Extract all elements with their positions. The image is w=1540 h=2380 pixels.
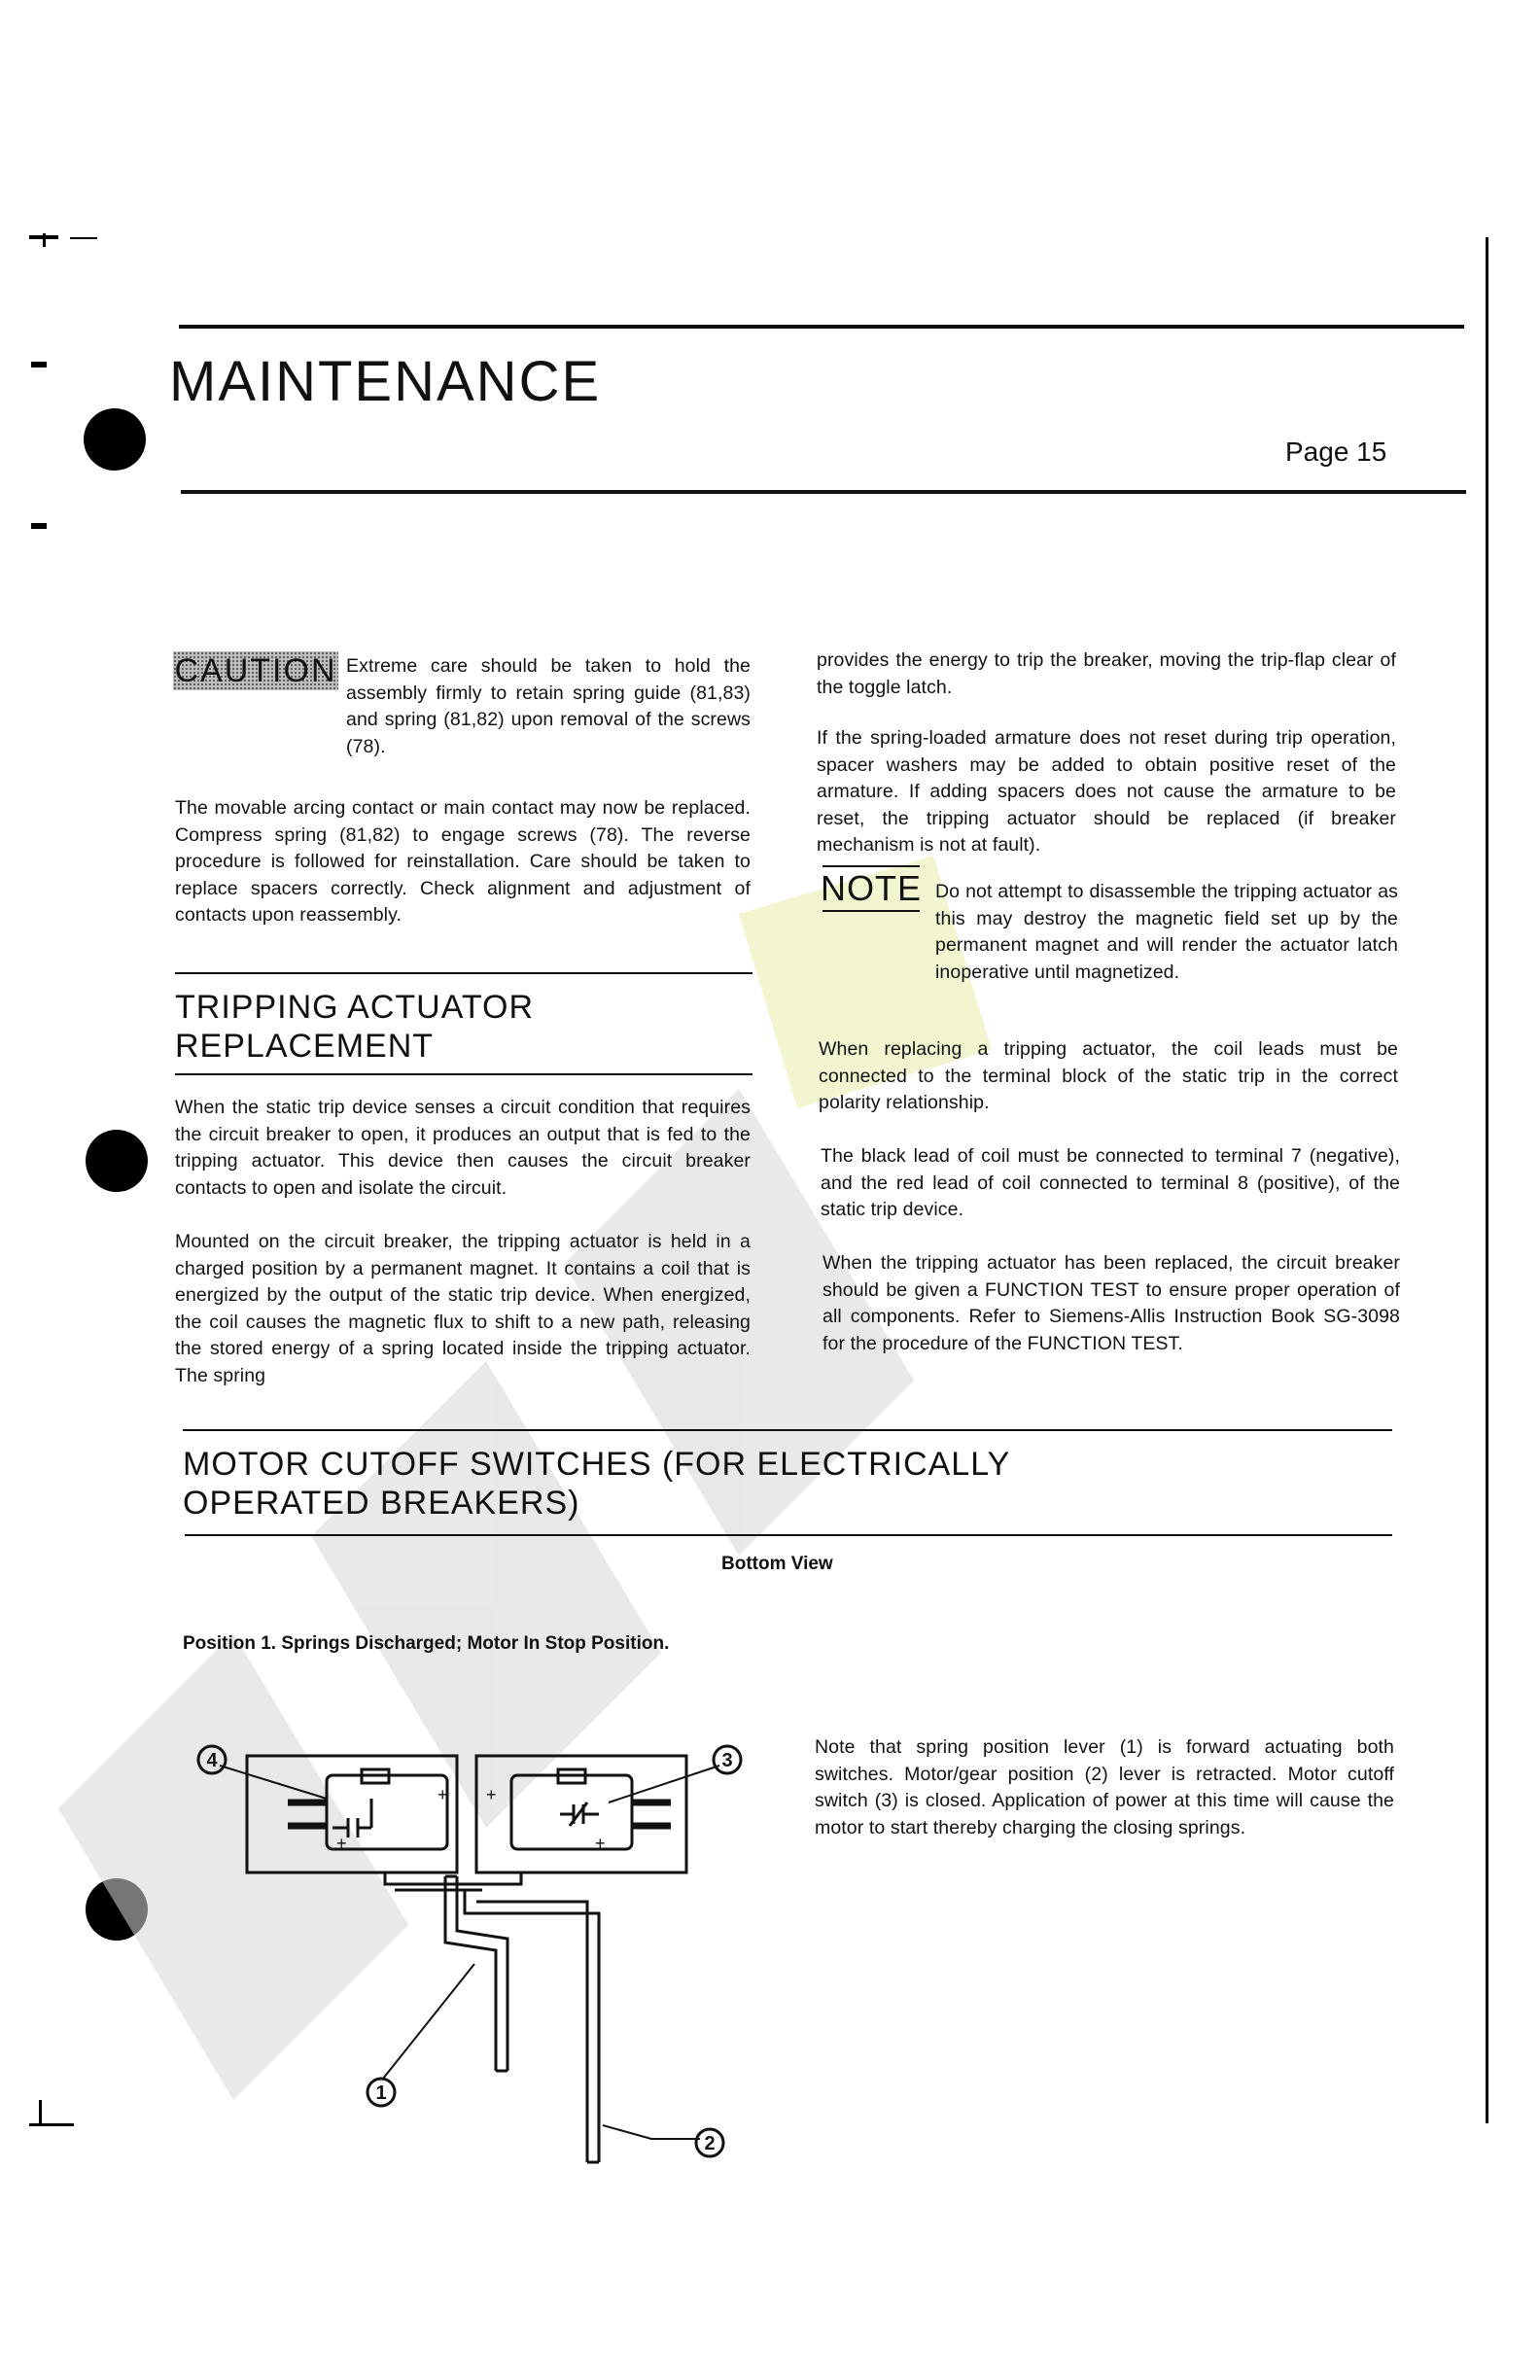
callout-1: 1: [375, 2082, 387, 2104]
position-label: Position 1. Springs Discharged; Motor In Stop Position.: [183, 1633, 670, 1654]
svg-text:+: +: [595, 1834, 606, 1853]
margin-mark: [39, 2100, 42, 2125]
header-bottom-rule: [181, 490, 1466, 494]
section-rule-tripping-bottom: [175, 1073, 752, 1075]
page-number: Page 15: [1285, 437, 1387, 467]
section-rule-tripping-top: [175, 972, 752, 974]
paragraph-static-trip: When the static trip device senses a circuit condition that requires the circuit breaker to open, it produces an output that is fed to the tripping actuator. This device then causes the circuit breaker contacts to open and isolate the circuit.: [175, 1097, 751, 1199]
cutoff-switch-left: [247, 1756, 457, 1872]
caution-text: Extreme care should be taken to hold the assembly firmly to retain spring guide (81,83) and spring (81,82) upon removal of the screws (78).: [346, 655, 751, 757]
tripping-heading-line2: REPLACEMENT: [175, 1028, 435, 1065]
tripping-heading-line1: TRIPPING ACTUATOR: [175, 989, 535, 1026]
section-title: MAINTENANCE: [169, 350, 602, 413]
paragraph-armature-reset: If the spring-loaded armature does not reset during trip operation, spacer washers may be added to obtain positive reset of the armature. If adding spacers does not cause the armature to be reset, the tripping actuator should be replaced (if breaker mechanism is not at fault).: [817, 727, 1396, 856]
note-top-rule: [822, 865, 920, 867]
svg-text:+: +: [486, 1785, 497, 1804]
binder-hole: [84, 408, 146, 471]
margin-mark: [31, 523, 47, 529]
paragraph-function-test: When the tripping actuator has been replaced, the circuit breaker should be given a FUNCTION TEST to ensure proper operation of all components. Refer to Siemens-Allis Instruction Book SG-3098 for the procedure of the FUNCTION TEST.: [822, 1252, 1400, 1354]
paragraph-arcing-contact: The movable arcing contact or main contact may now be replaced. Compress spring (81,82) to engage screws (78). The reverse procedure is followed for reinstallation. Care should be taken to replace spacers correctly. Check alignment and adjustment of contacts upon reassembly.: [175, 797, 751, 926]
callout-4: 4: [206, 1750, 218, 1771]
note-bottom-rule: [822, 910, 920, 912]
motor-section-bottom-rule: [185, 1534, 1392, 1536]
svg-text:+: +: [438, 1785, 448, 1804]
motor-heading-line1: MOTOR CUTOFF SWITCHES (FOR ELECTRICALLY: [183, 1446, 1011, 1483]
motor-section-top-rule: [183, 1429, 1392, 1431]
margin-mark: [43, 233, 46, 247]
note-text: Do not attempt to disassemble the tripping actuator as this may destroy the magnetic field set up by the permanent magnet and will render the actuator latch inoperative until magnetized.: [935, 881, 1398, 983]
bottom-view-label: Bottom View: [721, 1554, 833, 1574]
paragraph-lead-polarity: The black lead of coil must be connected to terminal 7 (negative), and the red lead of coil connected to terminal 8 (positive), of the static trip device.: [821, 1145, 1400, 1220]
svg-text:+: +: [336, 1834, 347, 1853]
header-top-rule: [179, 325, 1464, 329]
caution-badge: [173, 651, 338, 690]
motor-description: Note that spring position lever (1) is forward actuating both switches. Motor/gear position (2) lever is retracted. Motor cutoff switch (3) is closed. Application of power at this time will cause the motor to start thereby charging the closing springs.: [815, 1736, 1394, 1838]
paragraph-mounted-actuator: Mounted on the circuit breaker, the tripping actuator is held in a charged position by a permanent magnet. It contains a coil that is energized by the output of the static trip device. When energized, the coil causes the magnetic flux to shift to a new path, releasing the stored energy of a spring located inside the tripping actuator. The spring: [175, 1231, 751, 1386]
motor-switch-diagram: [191, 1731, 745, 2275]
margin-mark: [31, 362, 47, 368]
right-edge-line: [1486, 237, 1488, 2123]
note-label: NOTE: [821, 868, 923, 908]
paragraph-coil-leads: When replacing a tripping actuator, the coil leads must be connected to the terminal block of the static trip in the correct polarity relationship.: [819, 1038, 1398, 1113]
callout-3: 3: [721, 1750, 733, 1771]
motor-cutoff-switch-right: [476, 1756, 686, 1872]
paragraph-energy-trip: provides the energy to trip the breaker, moving the trip-flap clear of the toggle latch.: [817, 649, 1396, 698]
callout-2: 2: [704, 2133, 716, 2154]
margin-mark: [70, 237, 97, 239]
motor-heading-line2: OPERATED BREAKERS): [183, 1485, 580, 1522]
caution-label: CAUTION: [174, 652, 337, 689]
